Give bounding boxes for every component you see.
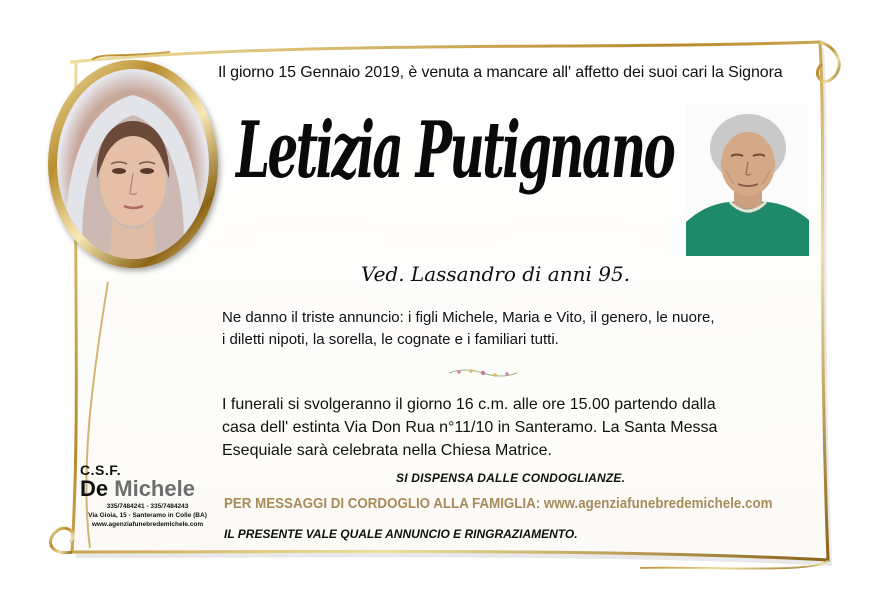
logo-website[interactable]: www.agenziafunebredemichele.com bbox=[91, 521, 204, 528]
deceased-name: Letizia Putignano bbox=[236, 105, 674, 196]
no-condolences-notice: SI DISPENSA DALLE CONDOGLIANZE. bbox=[396, 471, 626, 485]
floral-divider-icon bbox=[447, 366, 519, 380]
announcement-notice: IL PRESENTE VALE QUALE ANNUNCIO E RINGRAZIAMENTO. bbox=[224, 527, 578, 541]
deceased-photo bbox=[686, 104, 809, 256]
logo-csf: C.S.F. bbox=[80, 462, 122, 478]
logo-michele: Michele bbox=[114, 476, 195, 501]
announcement-paragraph bbox=[222, 307, 762, 351]
announcement-line-2: i diletti nipoti, la sorella, le cognate e i familiari tutti. bbox=[222, 331, 559, 348]
announcement-line-1: Ne danno il triste annuncio: i figli Michele, Maria e Vito, il genero, le nuore, bbox=[222, 309, 715, 326]
funeral-line-2: casa dell' estinta Via Don Rua n°11/10 in Santeramo. La Santa Messa bbox=[222, 419, 718, 436]
madonna-portrait-frame bbox=[48, 60, 218, 268]
logo-address: Via Gioia, 15 - Santeramo in Colle (BA) bbox=[88, 512, 207, 519]
madonna-portrait-image bbox=[57, 69, 209, 259]
funeral-paragraph bbox=[222, 393, 762, 462]
logo-phones: 335/7484241 - 335/7484243 bbox=[106, 503, 189, 510]
logo-de: De bbox=[80, 476, 109, 501]
funeral-line-1: I funerali si svolgeranno il giorno 16 c.m. alle ore 15.00 partendo dalla bbox=[222, 396, 716, 413]
funeral-line-3: Esequiale sarà celebrata nella Chiesa Matrice. bbox=[222, 442, 552, 459]
widow-age-line: Ved. Lassandro di anni 95. bbox=[360, 262, 631, 286]
agency-logo bbox=[80, 462, 220, 529]
intro-text: Il giorno 15 Gennaio 2019, è venuta a mancare all' affetto dei suoi cari la Signora bbox=[218, 64, 783, 81]
deceased-photo-illustration bbox=[686, 104, 809, 256]
condolence-messages-link[interactable]: PER MESSAGGI DI CORDOGLIO ALLA FAMIGLIA: www.agenziafunebredemichele.com bbox=[224, 496, 773, 512]
madonna-illustration bbox=[57, 69, 209, 259]
logo-name bbox=[80, 476, 220, 502]
